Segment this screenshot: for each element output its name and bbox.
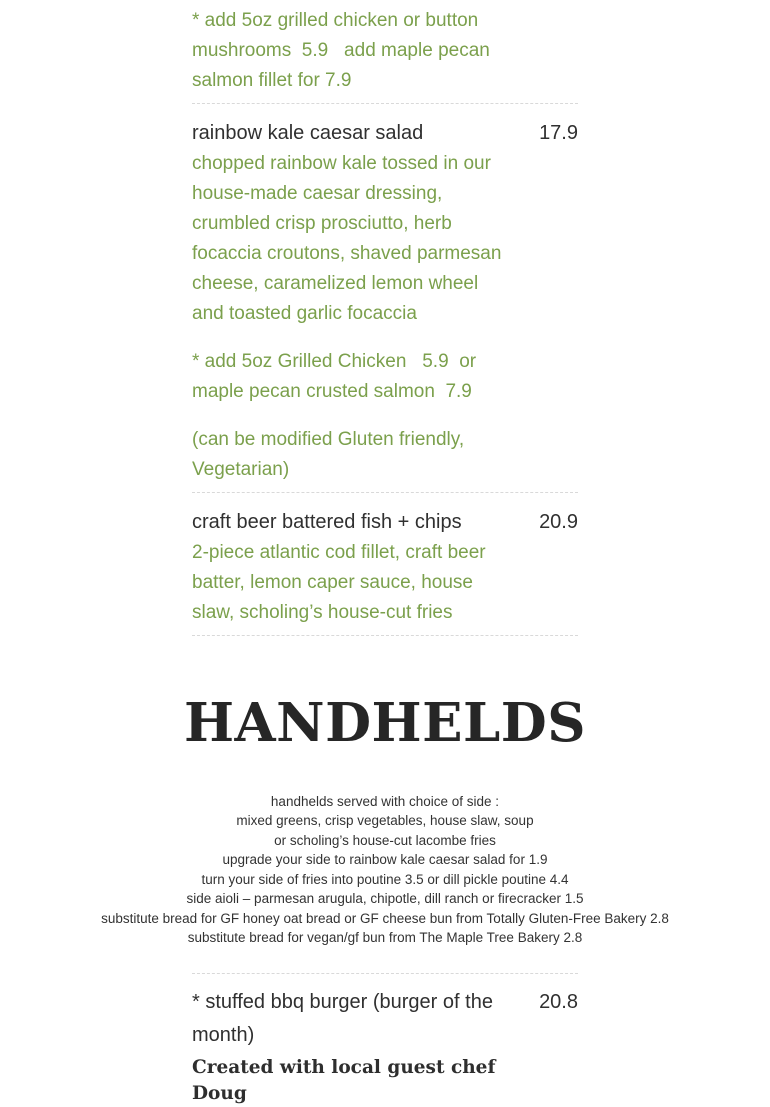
item-price: 20.9 [539, 511, 578, 533]
section-title-handhelds: HANDHELDS [183, 692, 587, 754]
menu-column [192, 6, 578, 636]
guest-chef-byline: Created with local guest chef Doug [192, 1056, 496, 1104]
item-description: 2-piece atlantic cod fillet, craft beer batter, lemon caper sauce, house slaw, scholing’s house-cut fries [192, 542, 491, 623]
intro-line: handhelds served with choice of side : [270, 793, 500, 809]
item-header [192, 506, 578, 538]
carryover-item-notes [192, 6, 514, 96]
menu-column [192, 973, 578, 1107]
menu-item-fish-and-chips [192, 493, 578, 628]
intro-line: substitute bread for GF honey oat bread or GF cheese bun from Totally Gluten-Free Bakery 2.8 [101, 910, 669, 926]
menu-item-rainbow-kale-caesar-salad [192, 104, 578, 485]
item-name: * stuffed bbq burger (burger of the month) [192, 990, 493, 1046]
addon-note: * add 5oz grilled chicken or button mushrooms 5.9 add maple pecan salmon fillet for 7.9 [192, 10, 496, 91]
item-header [192, 117, 578, 149]
dietary-note: (can be modified Gluten friendly, Vegetarian) [192, 429, 470, 480]
item-description: chopped rainbow kale tossed in our house-made caesar dressing, crumbled crisp prosciutto, herb focaccia croutons, shaved parmesan cheese, caramelized lemon wheel and toasted garlic focaccia [192, 153, 507, 324]
intro-line: side aioli – parmesan arugula, chipotle, dill ranch or firecracker 1.5 [186, 891, 584, 907]
item-name: rainbow kale caesar salad [192, 122, 424, 144]
intro-line: substitute bread for vegan/gf bun from The Maple Tree Bakery 2.8 [187, 930, 583, 946]
item-price: 20.8 [539, 990, 578, 1013]
item-divider [192, 635, 578, 636]
intro-line: turn your side of fries into poutine 3.5 or dill pickle poutine 4.4 [201, 871, 569, 887]
item-header [192, 986, 578, 1052]
item-price: 17.9 [539, 122, 578, 144]
menu-item-stuffed-bbq-burger [192, 974, 578, 1107]
item-name: craft beer battered fish + chips [192, 511, 462, 533]
intro-line: mixed greens, crisp vegetables, house slaw, soup [236, 813, 534, 829]
section-intro [0, 792, 770, 948]
intro-line: or scholing’s house-cut lacombe fries [274, 832, 496, 848]
intro-line: upgrade your side to rainbow kale caesar salad for 1.9 [222, 852, 548, 868]
addon-note: * add 5oz Grilled Chicken 5.9 or maple pecan crusted salmon 7.9 [192, 351, 482, 402]
